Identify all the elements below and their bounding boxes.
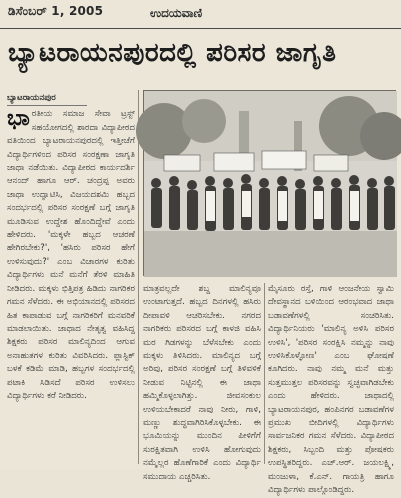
column-1-body: ರತೀಯ ಸಮಾಜ ಸೇವಾ ಟ್ರಸ್ಟ್ ಸಹಯೋಗದಲ್ಲಿ ಶಾರದಾ ವಿದ್ಯಾಪೀಠದ ವತಿಯಿಂದ ಬ್ಯಾಟರಾಯನಪುರದಲ್ಲಿ ಇತ್ತೀಚೆಗೆ ವಿದ್ಯಾರ್ಥಿಗಳಿಂದ ಪರಿಸರ ಸಂರಕ್ಷಣಾ ಜಾಗೃತಿ ಜಾಥಾ ನಡೆಯಿತು. ವಿದ್ಯಾಪೀಠದ ಕಾರ್ಯದರ್ಶಿ ಆನಂದ್ ಹಾಗೂ ಆರ್. ಚಂದ್ರಪ್ಪ ಅವರು ಜಾಥಾ ಉದ್ಘಾಟಿಸಿ, ವಿಜಯದಶಮಿ ಹಬ್ಬದ ಸಂದರ್ಭದಲ್ಲಿ ಪರಿಸರ ಸಂರಕ್ಷಣೆ ಬಗ್ಗೆ ಜಾಗೃತಿ ಮೂಡಿಸುವ ಉದ್ದೇಶ ಹೊಂದಿದ್ದೇವೆ ಎಂದು ಹೇಳಿದರು. 'ಮಕ್ಕಳೇ ಹಬ್ಬದ ಆಚರಣೆ ಹೇಗಿರಬೇಕು?', 'ಹಸಿರು ಪರಿಸರ ಹೇಗೆ ಉಳಿಸುವುದು?' ಎಂಬ ವಿಚಾರಗಳ ಕುರಿತು ವಿದ್ಯಾರ್ಥಿಗಳು ಮನೆ ಮನೆಗೆ ತೆರಳಿ ಮಾಹಿತಿ ನೀಡಿದರು. ಮಕ್ಕಳು ಭಿತ್ತಿಪತ್ರ ಹಿಡಿದು ನಾಗರಿಕರ ಗಮನ ಸೆಳೆದರು. ಈ ಅಭಿಯಾನದಲ್ಲಿ ಪರಿಸರದ ಹಿತ ಕಾಪಾಡುವ ಬಗ್ಗೆ ನಾಗರಿಕರಿಗೆ ಮನವರಿಕೆ ಮಾಡಲಾಯಿತು. ಜಾಥಾದ ನೇತೃತ್ವ ವಹಿಸಿದ್ದ ಶಿಕ್ಷಕರು ಪರಿಸರ ಮಾಲಿನ್ಯದಿಂದ ಆಗುವ ಅನಾಹುತಗಳ ಕುರಿತು ವಿವರಿಸಿದರು. ಪ್ಲಾಸ್ಟಿಕ್ ಬಳಕೆ ಕಡಿಮೆ ಮಾಡಿ, ಹಬ್ಬಗಳ ಸಂದರ್ಭದಲ್ಲಿ ಪಟಾಕಿ ಸಿಡಿಸದೆ ಪರಿಸರ ಉಳಿಸಲು ವಿದ್ಯಾರ್ಥಿಗಳು ಕರೆ ನೀಡಿದರು. bbox=[7, 109, 135, 401]
page-header bbox=[0, 0, 401, 30]
article-dateline: ಬ್ಯಾಟರಾಯನಪುರ bbox=[7, 92, 87, 106]
drop-cap: ಭಾ bbox=[7, 106, 30, 132]
column-2-body: ಮಾತ್ರವಲ್ಲದೇ ಶಬ್ದ ಮಾಲಿನ್ಯವೂ ಉಂಟಾಗುತ್ತದೆ. ಹಬ್ಬದ ದಿನಗಳಲ್ಲಿ ಹಸಿರು ದೀಪಾವಳಿ ಆಚರಿಸಬೇಕು. ನಗರದ ನಾಗರಿಕರು ಪರಿಸರದ ಬಗ್ಗೆ ಕಾಳಜಿ ವಹಿಸಿ ಮರ ಗಿಡಗಳನ್ನು ಬೆಳೆಸಬೇಕು ಎಂದು ಮಕ್ಕಳು ತಿಳಿಸಿದರು. ಮಾಲಿನ್ಯದ ಬಗ್ಗೆ ಅರಿವು, ಪರಿಸರ ಸಂರಕ್ಷಣೆ ಬಗ್ಗೆ ತಿಳಿವಳಿಕೆ ನೀಡುವ ನಿಟ್ಟಿನಲ್ಲಿ ಈ ಜಾಥಾ ಹಮ್ಮಿಕೊಳ್ಳಲಾಗಿತ್ತು. ಜೀವಸಂಕುಲ ಉಳಿಯಬೇಕಾದರೆ ನಾವು ನೀರು, ಗಾಳಿ, ಮಣ್ಣು ಶುದ್ಧವಾಗಿರಿಸಿಕೊಳ್ಳಬೇಕು. ಈ ಭೂಮಿಯನ್ನು ಮುಂದಿನ ಪೀಳಿಗೆಗೆ ಸುರಕ್ಷಿತವಾಗಿ ಉಳಿಸಿ ಹೋಗುವುದು ನಮ್ಮೆಲ್ಲರ ಹೊಣೆಗಾರಿಕೆ ಎಂದು ವಿದ್ಯಾರ್ಥಿ ಸಮುದಾಯ ಎಚ್ಚರಿಸಿತು. bbox=[143, 284, 261, 482]
article-column-3 bbox=[268, 283, 394, 496]
article-column-2 bbox=[143, 283, 261, 482]
crowd-rally-photo-icon bbox=[144, 91, 397, 277]
article-column-1 bbox=[7, 92, 135, 464]
newspaper-name: ಉದಯವಾಣಿ bbox=[150, 6, 203, 20]
column-divider bbox=[264, 283, 265, 464]
column-3-body: ಮೈಸೂರು ರಸ್ತೆ, ಗಾಳಿ ಆಂಜನೇಯ ಸ್ವಾಮಿ ದೇವಸ್ಥಾನದ ಬಳಿಯಿಂದ ಆರಂಭವಾದ ಜಾಥಾ ಬಡಾವಣೆಗಳಲ್ಲಿ ಸಂಚರಿಸಿತು. ವಿದ್ಯಾರ್ಥಿನಿಯರು 'ಮಾಲಿನ್ಯ ಅಳಿಸಿ ಪರಿಸರ ಉಳಿಸಿ', 'ಪರಿಸರ ಸಂರಕ್ಷಿಸಿ ನಮ್ಮನ್ನು ನಾವು ಉಳಿಸಿಕೊಳ್ಳೋಣ' ಎಂಬ ಘೋಷಣೆ ಕೂಗಿದರು. ನಾವು ನಮ್ಮ ಮನೆ ಮತ್ತು ಸುತ್ತಮುತ್ತಲ ಪರಿಸರವನ್ನು ಸ್ವಚ್ಛವಾಗಿಡಬೇಕು ಎಂದು ಹೇಳಿದರು. ಜಾಥಾದಲ್ಲಿ ಬ್ಯಾಟರಾಯನಪುರ, ಹಂಪಿನಗರ ಬಡಾವಣೆಗಳ ಪ್ರಮುಖ ಬೀದಿಗಳಲ್ಲಿ ವಿದ್ಯಾರ್ಥಿಗಳು ಸಾರ್ವಜನಿಕರ ಗಮನ ಸೆಳೆದರು. ವಿದ್ಯಾಪೀಠದ ಶಿಕ್ಷಕರು, ಸಿಬ್ಬಂದಿ ಮತ್ತು ಪೋಷಕರು ಉಪಸ್ಥಿತರಿದ್ದರು. ಎಚ್.ಆರ್. ಜಯಲಕ್ಷ್ಮಿ, ಮಂಜುಳಾ, ಕೆ.ಎನ್. ಗಾಯತ್ರಿ ಹಾಗೂ ವಿದ್ಯಾರ್ಥಿಗಳು ಪಾಲ್ಗೊಂಡಿದ್ದರು. bbox=[268, 284, 394, 496]
publication-date: ಡಿಸೆಂಬರ್ 1, 2005 bbox=[8, 4, 104, 18]
article-headline: ಬ್ಯಾಟರಾಯನಪುರದಲ್ಲಿ ಪರಿಸರ ಜಾಗೃತಿ bbox=[8, 38, 337, 68]
rally-photo bbox=[143, 90, 396, 276]
header-divider bbox=[0, 28, 401, 29]
column-divider bbox=[138, 90, 139, 464]
column-1-text bbox=[7, 108, 135, 403]
